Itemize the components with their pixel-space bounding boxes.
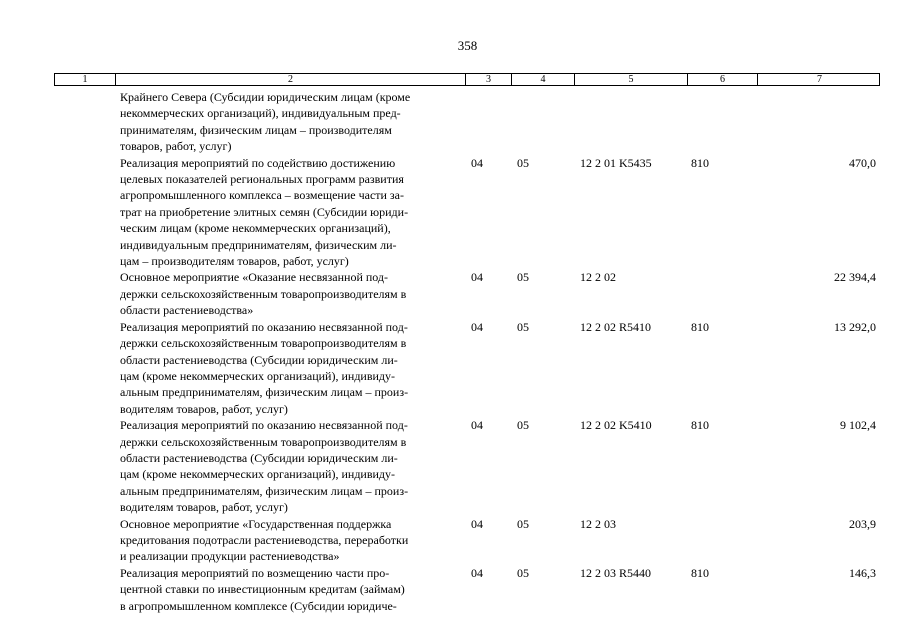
row-amount: 146,3 [849,565,876,580]
column-header-7: 7 [817,74,822,85]
row-section: 04 [471,270,483,285]
column-header-1: 1 [55,74,116,85]
row-amount: 470,0 [849,155,876,170]
row-section: 04 [471,565,483,580]
table-row [0,565,905,614]
row-description: Основное мероприятие «Оказание несвязанной под- держки сельскохозяйственным товаропроизводителям в области растениеводства» [120,270,407,318]
table-row [0,155,905,270]
table-header [54,73,880,86]
row-target-code: 12 2 02 R5410 [580,319,652,334]
row-description: Реализация мероприятий по возмещению части про- центной ставки по инвестиционным кредитам (займам) в агропромышленном комплексе (Субсидии юридиче- [120,565,405,613]
table-row [0,269,905,318]
column-header-6: 6 [688,74,758,85]
row-target-code: 12 2 03 [580,516,616,531]
table-body [0,89,905,614]
row-expense-type: 810 [691,565,709,580]
row-amount: 9 102,4 [840,418,876,433]
row-description: Реализация мероприятий по содействию достижению целевых показателей региональных программ развития агропромышленного комплекса – возмещение части за- трат на приобретение элитных семян (Субсидии юриди- ческим лицам (кроме некоммерческих организаций), индивидуальным предпринимателям, физическим ли- цам – производителям товаров, работ, услуг) [120,155,409,269]
table-row [0,89,905,155]
column-header-4: 4 [512,74,575,85]
row-subsection: 05 [517,565,529,580]
row-subsection: 05 [517,155,529,170]
row-expense-type: 810 [691,319,709,334]
page-number: 358 [457,38,478,53]
row-description: Крайнего Севера (Субсидии юридическим лицам (кроме некоммерческих организаций), индивидуальным пред- принимателям, физическим лицам – производителям товаров, работ, услуг) [120,90,411,154]
row-section: 04 [471,418,483,433]
row-target-code: 12 2 02 [580,270,616,285]
row-description: Реализация мероприятий по оказанию несвязанной под- держки сельскохозяйственным товаропроизводителям в области растениеводства (Субсидии юридическим ли- цам (кроме некоммерческих организаций), индивиду- альным предпринимателям, физическим лицам – произ- водителям товаров, работ, услуг) [120,319,409,416]
row-target-code: 12 2 03 R5440 [580,565,652,580]
row-amount: 22 394,4 [834,270,876,285]
row-expense-type: 810 [691,155,709,170]
row-target-code: 12 2 01 K5435 [580,155,652,170]
row-subsection: 05 [517,319,529,334]
row-section: 04 [471,155,483,170]
row-subsection: 05 [517,270,529,285]
row-amount: 203,9 [849,516,876,531]
row-expense-type: 810 [691,418,709,433]
row-section: 04 [471,516,483,531]
table-row [0,516,905,565]
row-description: Основное мероприятие «Государственная поддержка кредитования подотрасли растениеводства, переработки и реализации продукции растениеводства» [120,516,409,564]
column-header-3: 3 [466,74,512,85]
row-subsection: 05 [517,516,529,531]
table-row [0,319,905,417]
row-target-code: 12 2 02 K5410 [580,418,652,433]
row-description: Реализация мероприятий по оказанию несвязанной под- держки сельскохозяйственным товаропроизводителям в области растениеводства (Субсидии юридическим ли- цам (кроме некоммерческих организаций), индивиду- альным предпринимателям, физическим лицам – произ- водителям товаров, работ, услуг) [120,418,409,515]
column-header-5: 5 [575,74,688,85]
column-header-2: 2 [116,74,466,85]
row-subsection: 05 [517,418,529,433]
row-section: 04 [471,319,483,334]
row-amount: 13 292,0 [834,319,876,334]
table-row [0,417,905,515]
